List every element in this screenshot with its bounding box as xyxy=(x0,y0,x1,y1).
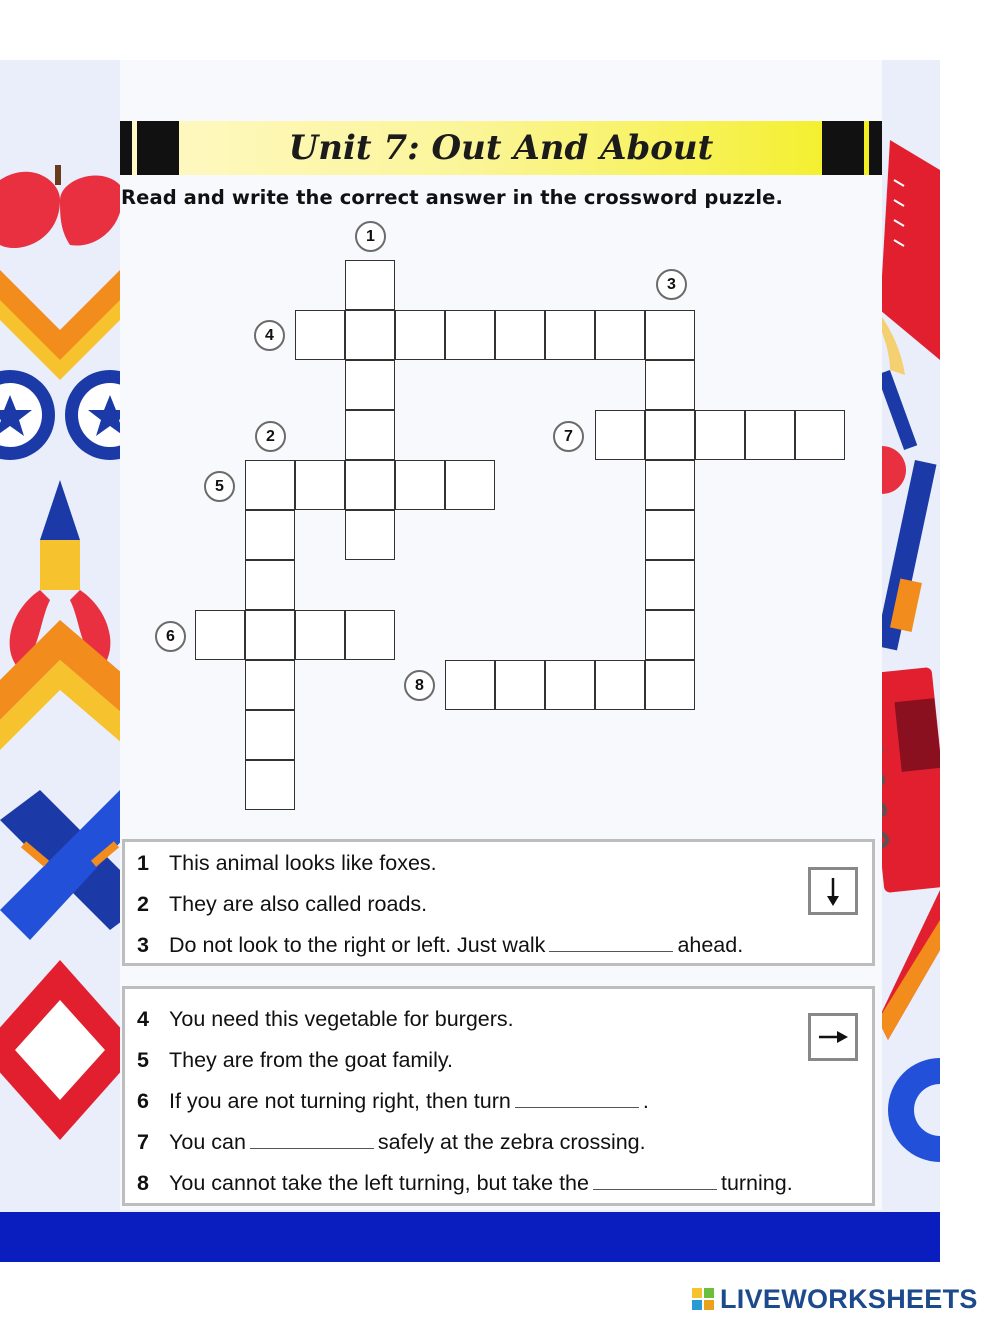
clue-item xyxy=(137,1004,514,1034)
footer-bar xyxy=(0,1212,940,1262)
crossword-cell-3-down[interactable] xyxy=(645,510,695,560)
crossword-cell-6-across[interactable] xyxy=(195,610,245,660)
liveworksheets-logo-icon xyxy=(692,1288,714,1310)
crossword-cell-8-across[interactable] xyxy=(595,660,645,710)
clue-text: . xyxy=(642,1089,649,1113)
clue-number-4: 4 xyxy=(254,320,285,351)
crossword-cell-2-down[interactable] xyxy=(245,760,295,810)
clue-number-1: 1 xyxy=(355,221,386,252)
decorative-apple-icon xyxy=(0,160,130,260)
clue-item xyxy=(137,1045,453,1075)
crossword-cell-5-across[interactable] xyxy=(345,460,395,510)
crossword-cell-1-down[interactable] xyxy=(345,510,395,560)
crossword-cell-5-across[interactable] xyxy=(295,460,345,510)
clue-text: They are also called roads. xyxy=(169,892,428,916)
across-direction-box xyxy=(808,1013,858,1061)
answer-blank xyxy=(593,1171,717,1190)
clue-text: They are from the goat family. xyxy=(169,1048,453,1072)
crossword-cell-3-down[interactable] xyxy=(645,360,695,410)
clue-item xyxy=(137,1127,646,1157)
page-title: Unit 7: Out And About xyxy=(288,128,714,168)
crossword-cell-3-down[interactable] xyxy=(645,460,695,510)
crossword-cell-8-across[interactable] xyxy=(495,660,545,710)
down-clues-box xyxy=(122,839,875,966)
across-clues-box xyxy=(122,986,875,1206)
clue-number-8: 8 xyxy=(404,670,435,701)
clue-number-5: 5 xyxy=(204,471,235,502)
clue-number: 4 xyxy=(137,1007,149,1031)
answer-blank xyxy=(250,1130,374,1149)
crossword-cell-3-down[interactable] xyxy=(645,610,695,660)
clue-number: 7 xyxy=(137,1130,149,1154)
answer-blank xyxy=(515,1089,639,1108)
clue-text: You need this vegetable for burgers. xyxy=(169,1007,514,1031)
clue-number-7: 7 xyxy=(553,421,584,452)
clue-number: 2 xyxy=(137,892,149,916)
clue-text: safely at the zebra crossing. xyxy=(377,1130,646,1154)
crossword-cell-1-down[interactable] xyxy=(345,260,395,310)
clue-text: If you are not turning right, then turn xyxy=(169,1089,511,1113)
crossword-cell-4-across[interactable] xyxy=(295,310,345,360)
right-arrow-icon xyxy=(811,1016,855,1058)
crossword-cell-4-across[interactable] xyxy=(545,310,595,360)
crossword-cell-4-across[interactable] xyxy=(445,310,495,360)
crossword-cell-2-down[interactable] xyxy=(245,660,295,710)
crossword-cell-5-across[interactable] xyxy=(445,460,495,510)
instruction-text: Read and write the correct answer in the crossword puzzle. xyxy=(121,186,783,209)
crossword-cell-8-across[interactable] xyxy=(645,660,695,710)
crossword-cell-8-across[interactable] xyxy=(545,660,595,710)
clue-item xyxy=(137,930,743,960)
crossword-cell-4-across[interactable] xyxy=(495,310,545,360)
down-direction-box xyxy=(808,867,858,915)
liveworksheets-logo xyxy=(692,1284,978,1314)
clue-text: Do not look to the right or left. Just walk xyxy=(169,933,546,957)
crossword-cell-6-across[interactable] xyxy=(345,610,395,660)
clue-item xyxy=(137,1086,649,1116)
crossword-cell-2-down[interactable] xyxy=(245,560,295,610)
crossword-cell-7-across[interactable] xyxy=(695,410,745,460)
clue-number: 3 xyxy=(137,933,149,957)
crossword-cell-7-across[interactable] xyxy=(595,410,645,460)
clue-text: You cannot take the left turning, but take the xyxy=(169,1171,589,1195)
crossword-cell-4-across[interactable] xyxy=(645,310,695,360)
crossword-cell-2-down[interactable] xyxy=(245,510,295,560)
clue-item xyxy=(137,1168,793,1198)
crossword-cell-7-across[interactable] xyxy=(745,410,795,460)
clue-number: 8 xyxy=(137,1171,149,1195)
clue-text: You can xyxy=(169,1130,246,1154)
clue-number: 5 xyxy=(137,1048,149,1072)
crossword-cell-6-across[interactable] xyxy=(245,610,295,660)
clue-text: ahead. xyxy=(677,933,744,957)
crossword-cell-2-down[interactable] xyxy=(245,710,295,760)
crossword-cell-4-across[interactable] xyxy=(595,310,645,360)
decorative-gear-icon xyxy=(880,1050,940,1190)
clue-item xyxy=(137,848,437,878)
clue-number: 1 xyxy=(137,851,149,875)
crossword-cell-5-across[interactable] xyxy=(245,460,295,510)
clue-number-2: 2 xyxy=(255,421,286,452)
crossword-cell-1-down[interactable] xyxy=(345,410,395,460)
logo-text: LIVEWORKSHEETS xyxy=(720,1283,978,1314)
down-arrow-icon xyxy=(811,870,855,912)
clue-number: 6 xyxy=(137,1089,149,1113)
crossword-cell-7-across[interactable] xyxy=(645,410,695,460)
crossword-cell-1-down[interactable] xyxy=(345,360,395,410)
decorative-pen-icon xyxy=(875,460,940,680)
crossword-cell-3-down[interactable] xyxy=(645,560,695,610)
crossword-cell-4-across[interactable] xyxy=(395,310,445,360)
clue-number-6: 6 xyxy=(155,621,186,652)
decorative-pencil-icon xyxy=(878,890,940,1050)
clue-number-3: 3 xyxy=(656,269,687,300)
crossword-cell-6-across[interactable] xyxy=(295,610,345,660)
clue-item xyxy=(137,889,427,919)
crossword-cell-7-across[interactable] xyxy=(795,410,845,460)
crossword-cell-5-across[interactable] xyxy=(395,460,445,510)
clue-text: This animal looks like foxes. xyxy=(169,851,437,875)
crossword-cell-8-across[interactable] xyxy=(445,660,495,710)
answer-blank xyxy=(549,933,673,952)
crossword-cell-4-across[interactable] xyxy=(345,310,395,360)
clue-text: turning. xyxy=(720,1171,793,1195)
